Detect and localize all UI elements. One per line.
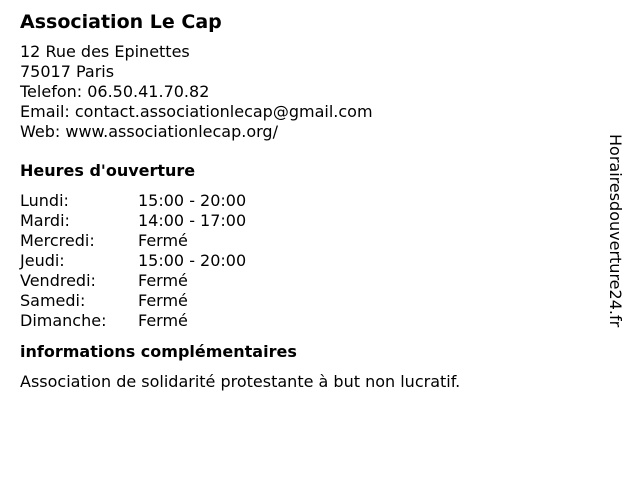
hours-row-wednesday	[20, 231, 600, 251]
hours-row-thursday	[20, 251, 600, 271]
hours-day: Samedi:	[20, 291, 86, 310]
hours-time: Fermé	[138, 291, 188, 310]
hours-table	[20, 191, 600, 331]
hours-heading: Heures d'ouverture	[20, 161, 196, 180]
hours-time: Fermé	[138, 271, 188, 290]
info-heading: informations complémentaires	[20, 342, 297, 361]
hours-day: Mardi:	[20, 211, 70, 230]
hours-day: Jeudi:	[20, 251, 65, 270]
address-street: 12 Rue des Epinettes	[20, 42, 190, 61]
site-watermark: Horairesdouverture24.fr	[606, 134, 625, 328]
hours-time: Fermé	[138, 231, 188, 250]
hours-day: Vendredi:	[20, 271, 96, 290]
hours-time: Fermé	[138, 311, 188, 330]
address-block	[20, 42, 600, 142]
hours-row-saturday	[20, 291, 600, 311]
email-line: Email: contact.associationlecap@gmail.com	[20, 102, 373, 121]
info-text: Association de solidarité protestante à but non lucratif.	[20, 372, 461, 391]
phone-line: Telefon: 06.50.41.70.82	[20, 82, 210, 101]
hours-row-friday	[20, 271, 600, 291]
business-name: Association Le Cap	[20, 11, 222, 33]
web-line: Web: www.associationlecap.org/	[20, 122, 278, 141]
hours-time: 15:00 - 20:00	[138, 191, 247, 210]
hours-row-monday	[20, 191, 600, 211]
hours-row-tuesday	[20, 211, 600, 231]
hours-day: Mercredi:	[20, 231, 95, 250]
hours-day: Lundi:	[20, 191, 69, 210]
business-card	[20, 10, 600, 392]
hours-time: 15:00 - 20:00	[138, 251, 247, 270]
hours-row-sunday	[20, 311, 600, 331]
hours-time: 14:00 - 17:00	[138, 211, 247, 230]
address-city: 75017 Paris	[20, 62, 115, 81]
hours-day: Dimanche:	[20, 311, 107, 330]
